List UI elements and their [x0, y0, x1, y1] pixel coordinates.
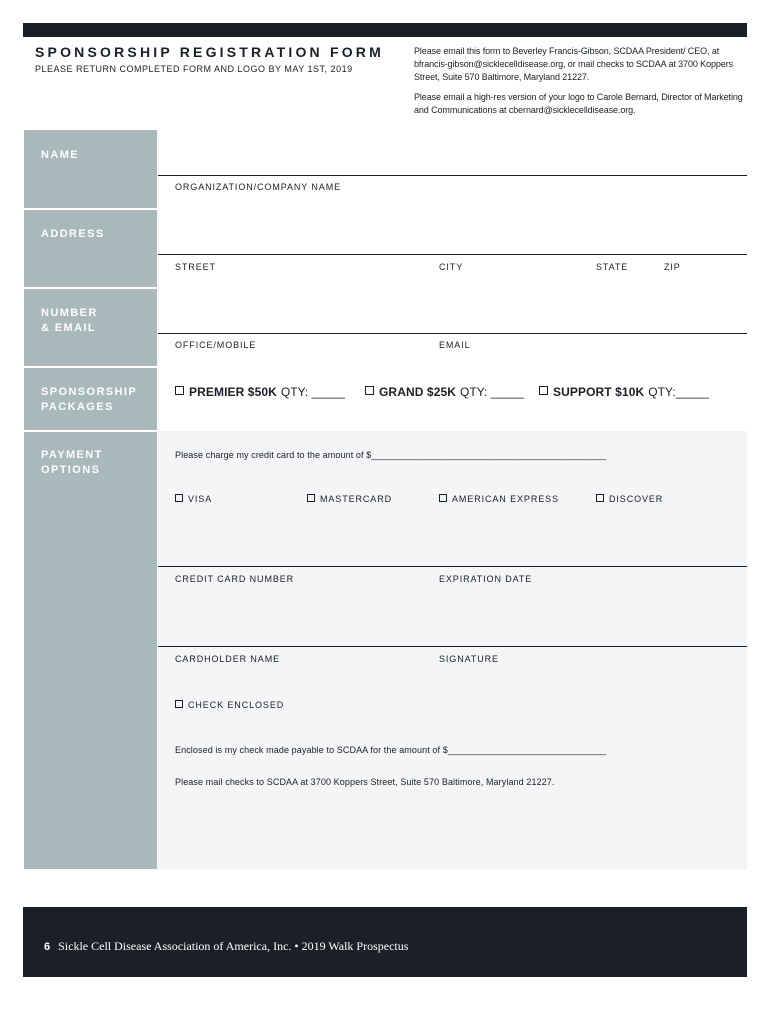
- sidebar-divider: [24, 208, 157, 210]
- zip-label: ZIP: [664, 262, 681, 272]
- top-bar: [23, 23, 747, 37]
- premier-label: PREMIER $50K: [189, 385, 277, 399]
- grand-label: GRAND $25K: [379, 385, 457, 399]
- sidebar-divider: [24, 430, 157, 432]
- support-checkbox[interactable]: [539, 386, 548, 395]
- section-sidebar: [24, 130, 157, 869]
- section-label-payment: PAYMENT OPTIONS: [41, 449, 103, 476]
- amex-checkbox[interactable]: [439, 494, 447, 502]
- mail-checks-note: Please mail checks to SCDAA at 3700 Koppers Street, Suite 570 Baltimore, Maryland 21227.: [175, 777, 555, 787]
- street-label: STREET: [175, 262, 216, 272]
- visa-checkbox[interactable]: [175, 494, 183, 502]
- cardholder-name-label: CARDHOLDER NAME: [175, 654, 281, 664]
- support-qty: QTY:_____: [648, 385, 709, 399]
- card-number-input-line[interactable]: [158, 566, 747, 567]
- discover-checkbox[interactable]: [596, 494, 604, 502]
- contact-input-line[interactable]: [158, 333, 747, 334]
- check-enclosed-checkbox[interactable]: [175, 700, 183, 708]
- card-discover[interactable]: DISCOVER: [596, 494, 663, 504]
- form-title: SPONSORSHIP REGISTRATION FORM: [35, 44, 384, 60]
- check-enclosed-option[interactable]: CHECK ENCLOSED: [175, 700, 284, 710]
- expiration-date-label: EXPIRATION DATE: [439, 574, 533, 584]
- package-grand[interactable]: [365, 385, 524, 399]
- city-label: CITY: [439, 262, 464, 272]
- page-number: 6: [44, 941, 51, 953]
- state-label: STATE: [596, 262, 629, 272]
- office-mobile-label: OFFICE/MOBILE: [175, 340, 257, 350]
- organization-label: ORGANIZATION/COMPANY NAME: [175, 182, 342, 192]
- signature-label: SIGNATURE: [439, 654, 499, 664]
- section-label-name: NAME: [41, 149, 79, 161]
- email-instructions: Please email this form to Beverley Francis-Gibson, SCDAA President/ CEO, at bfrancis-gibson@sicklecelldisease.org, or mail checks to SCDAA at 3700 Koppers Street, Suite 570 Baltimore, Maryland 21227.: [414, 46, 733, 82]
- credit-card-number-label: CREDIT CARD NUMBER: [175, 574, 295, 584]
- package-support[interactable]: [539, 385, 709, 399]
- section-label-packages: SPONSORSHIP PACKAGES: [41, 386, 138, 413]
- section-label-number-email: NUMBER & EMAIL: [41, 307, 98, 334]
- sidebar-divider: [24, 287, 157, 289]
- card-amex[interactable]: AMERICAN EXPRESS: [439, 494, 559, 504]
- grand-qty: QTY: _____: [460, 385, 525, 399]
- section-label-address: ADDRESS: [41, 228, 105, 240]
- mastercard-checkbox[interactable]: [307, 494, 315, 502]
- card-visa[interactable]: VISA: [175, 494, 212, 504]
- form-subtitle: PLEASE RETURN COMPLETED FORM AND LOGO BY MAY 1ST, 2019: [35, 64, 353, 74]
- check-amount-line[interactable]: Enclosed is my check made payable to SCDAA for the amount of $_______________________________: [175, 745, 607, 755]
- cardholder-input-line[interactable]: [158, 646, 747, 647]
- package-premier[interactable]: [175, 385, 345, 399]
- card-mastercard[interactable]: MASTERCARD: [307, 494, 392, 504]
- charge-amount-line[interactable]: Please charge my credit card to the amount of $______________________________________________: [175, 450, 607, 460]
- sidebar-divider: [24, 366, 157, 368]
- grand-checkbox[interactable]: [365, 386, 374, 395]
- email-label: EMAIL: [439, 340, 471, 350]
- premier-qty: QTY: _____: [280, 385, 345, 399]
- address-input-line[interactable]: [158, 254, 747, 255]
- premier-checkbox[interactable]: [175, 386, 184, 395]
- support-label: SUPPORT $10K: [553, 385, 645, 399]
- footer-text: [44, 939, 408, 954]
- footer-caption: Sickle Cell Disease Association of America, Inc. • 2019 Walk Prospectus: [58, 939, 409, 953]
- organization-input-line[interactable]: [158, 175, 747, 176]
- logo-instructions: Please email a high-res version of your logo to Carole Bernard, Director of Marketing and Communications at cbernard@sicklecelldisease.org.: [414, 92, 743, 115]
